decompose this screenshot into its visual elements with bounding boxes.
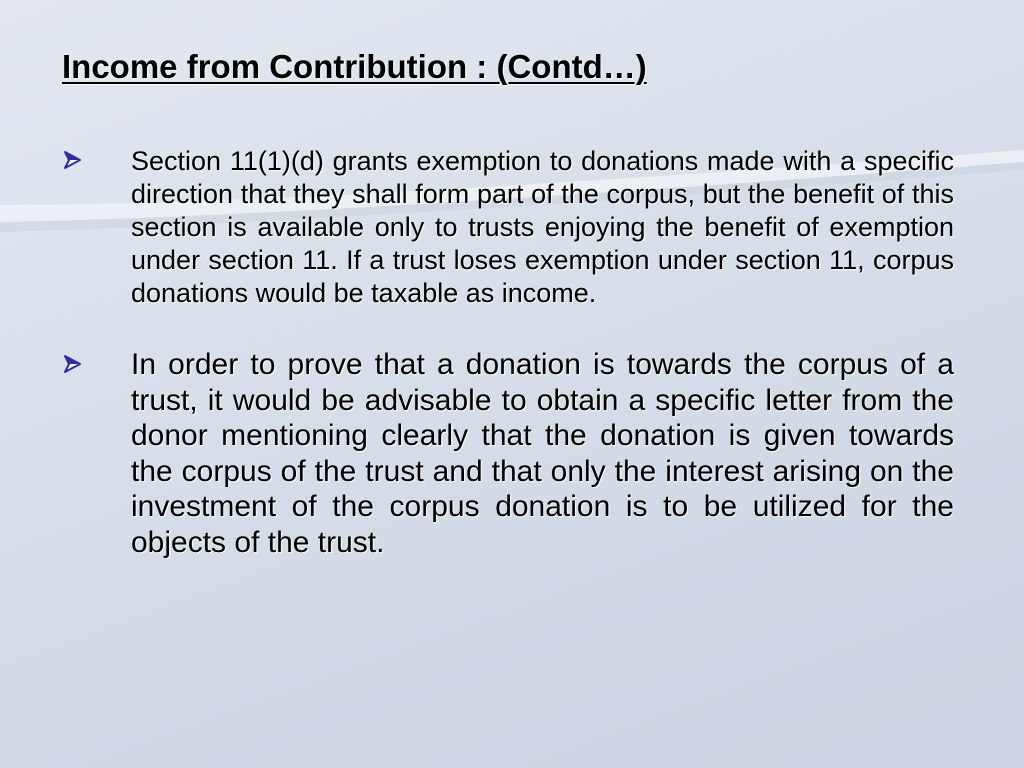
bullet-item-corpus-donation-proof — [62, 347, 954, 560]
bullet-text: In order to prove that a donation is towards the corpus of a trust, it would be advisable to obtain a specific letter from the donor mentioning clearly that the donation is given towards the corpus of the trust and that only the interest arising on the investment of the corpus donation is to be utilized for the objects of the trust. — [131, 348, 954, 559]
bullet-list — [62, 145, 954, 560]
arrow-head-bullet-icon — [62, 149, 84, 171]
slide-title: Income from Contribution : (Contd…) — [62, 48, 647, 85]
bullet-item-section-11-1-d — [62, 145, 954, 310]
bullet-text: Section 11(1)(d) grants exemption to donations made with a specific direction that they shall form part of the corpus, but the benefit of this section is available only to trusts enjoying the benefit of exemption under section 11. If a trust loses exemption under section 11, corpus donations would be taxable as income. — [131, 146, 954, 308]
arrow-head-bullet-icon — [62, 353, 84, 375]
